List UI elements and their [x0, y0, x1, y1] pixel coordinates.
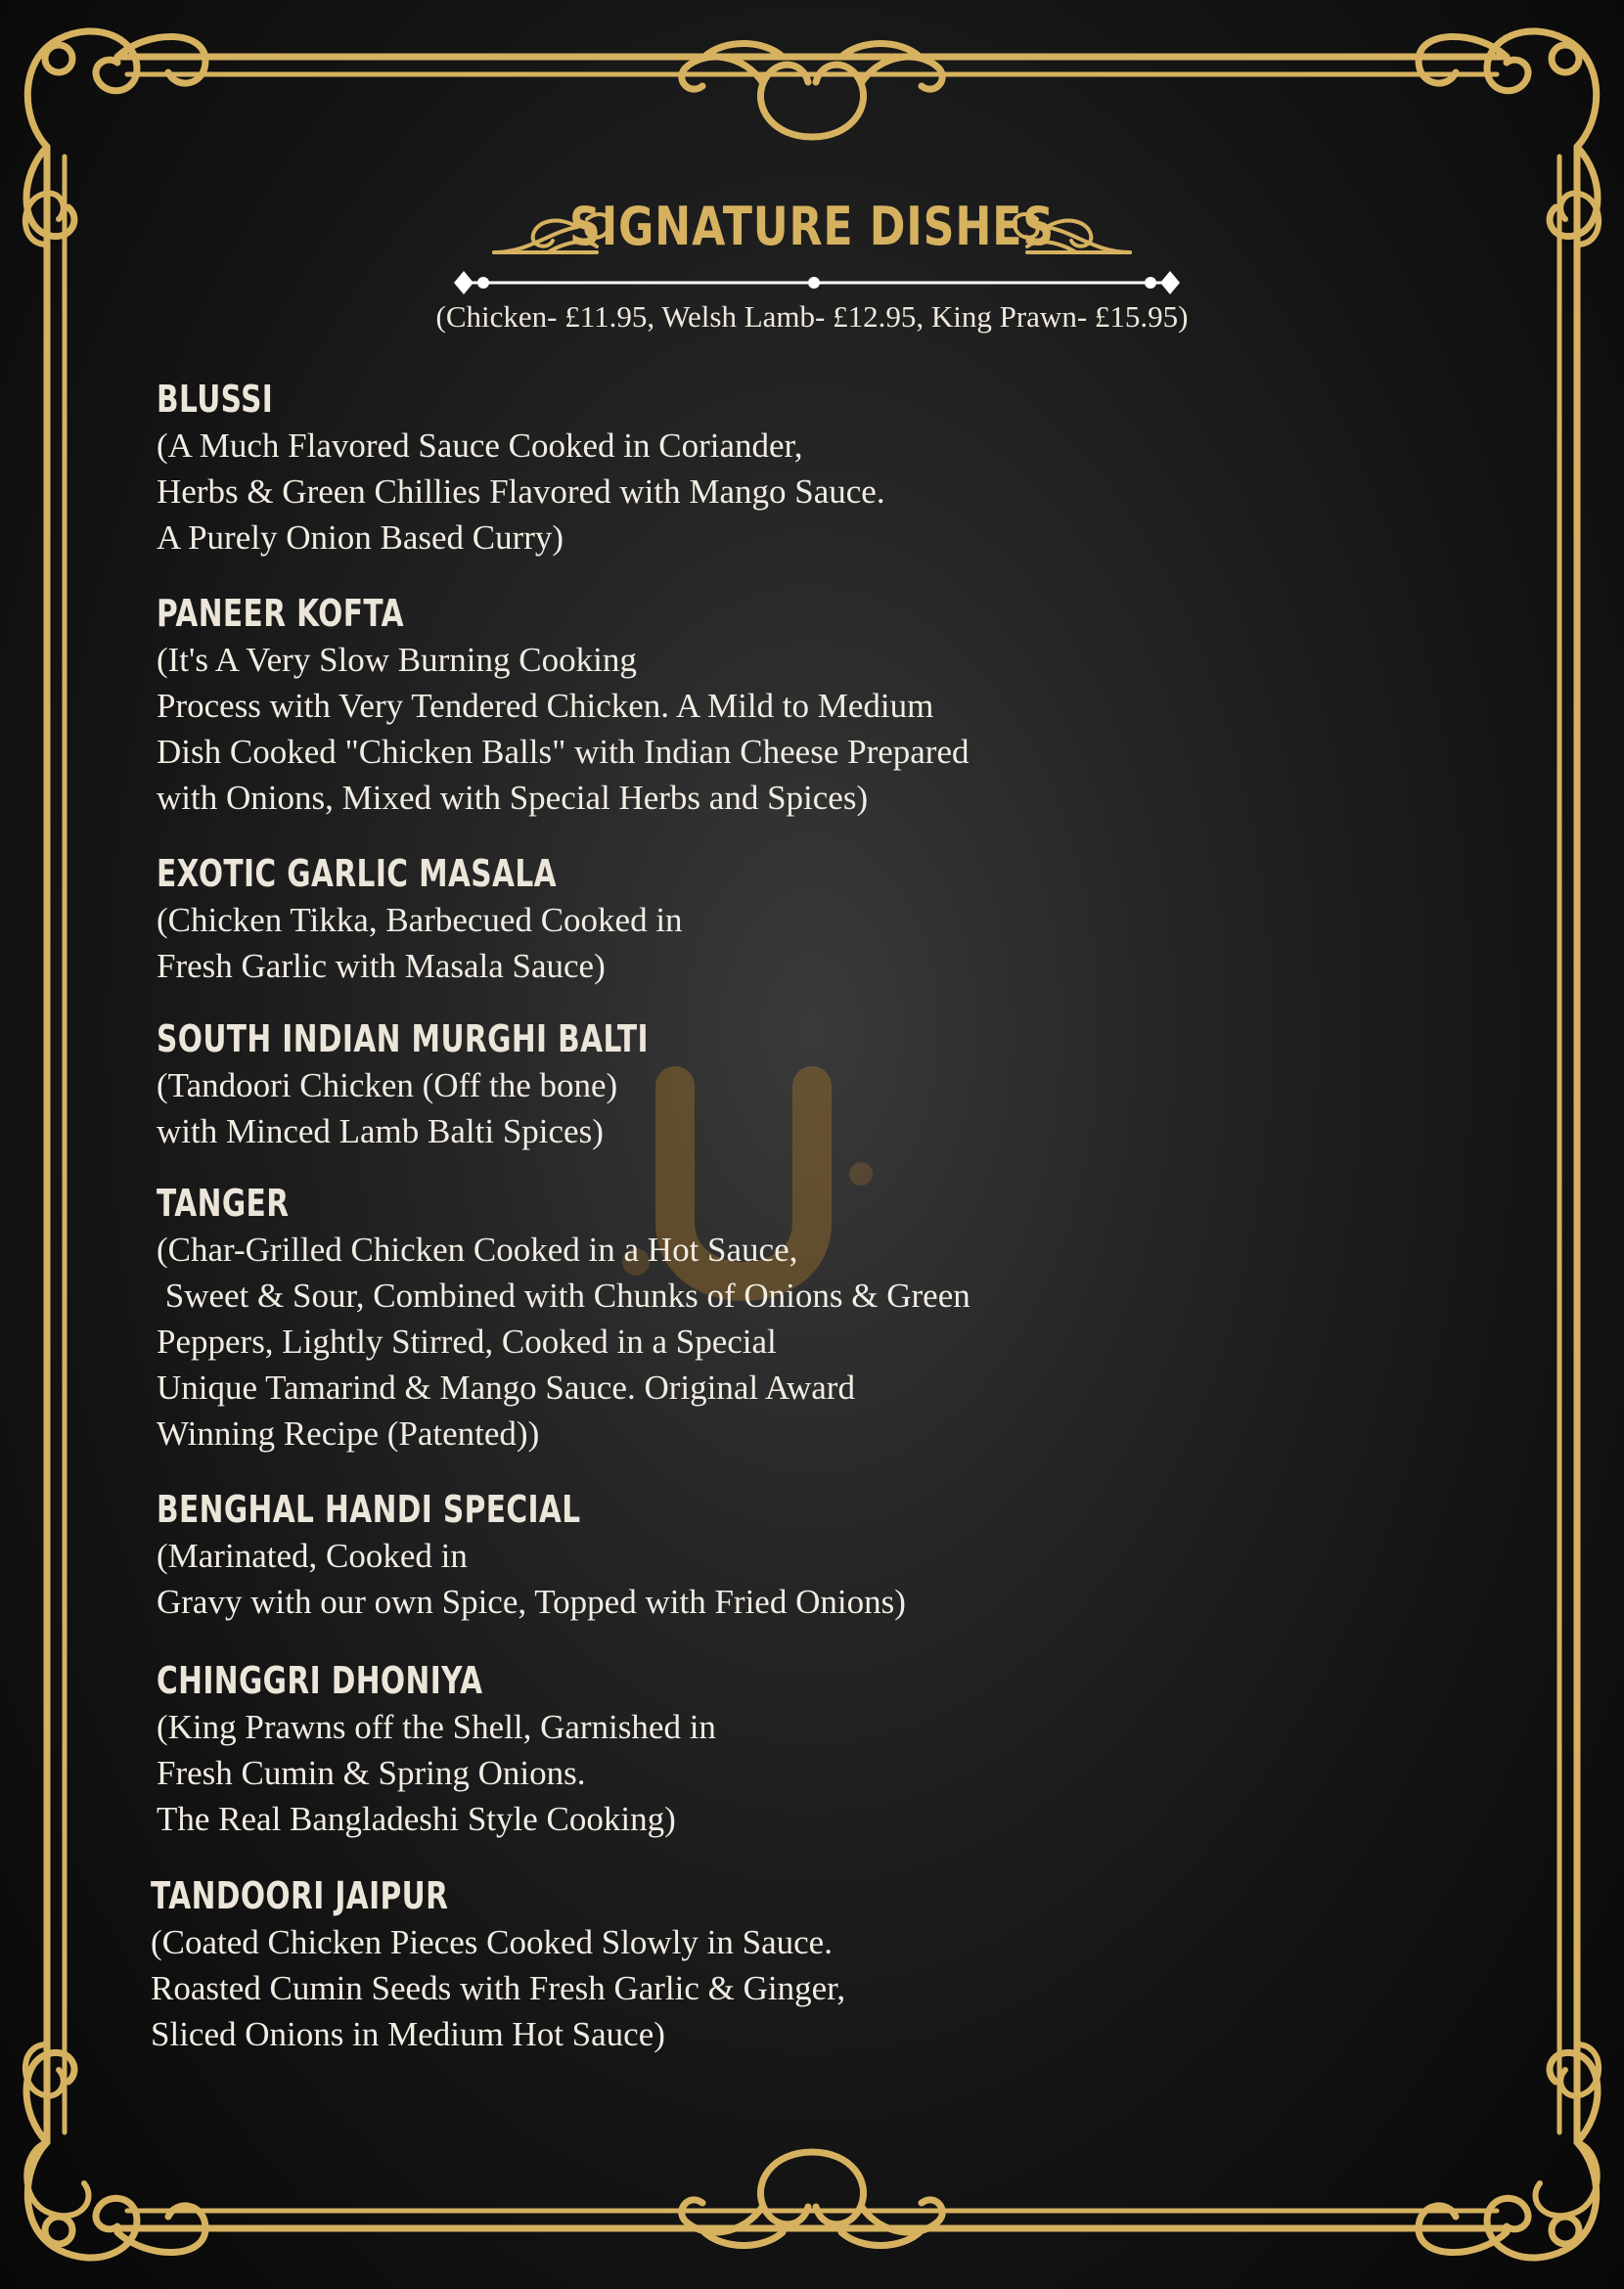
dish-description: (Chicken Tikka, Barbecued Cooked in Fresh Garlic with Masala Sauce)	[157, 901, 683, 985]
dish-item	[157, 1180, 1428, 1457]
dish-name: TANDOORI JAIPUR	[151, 1874, 449, 1917]
dish-description: (Marinated, Cooked in Gravy with our own Spice, Topped with Fried Onions)	[157, 1537, 906, 1621]
divider-diamond-icon	[454, 271, 1180, 294]
dish-name: SOUTH INDIAN MURGHI BALTI	[157, 1017, 649, 1060]
dish-name: TANGER	[157, 1182, 290, 1225]
dish-description: (It's A Very Slow Burning Cooking Process with Very Tendered Chicken. A Mild to Medium Dish Cooked "Chicken Balls" with Indian Cheese Prepared with Onions, Mixed with Special Herbs and Spices)	[157, 641, 970, 817]
dish-name: PANEER KOFTA	[157, 592, 405, 635]
dish-description: (A Much Flavored Sauce Cooked in Coriander, Herbs & Green Chillies Flavored with Mango Sauce. A Purely Onion Based Curry)	[157, 426, 885, 557]
dish-item	[157, 850, 1428, 989]
dish-name: BENGHAL HANDI SPECIAL	[157, 1488, 581, 1531]
dish-description: (Char-Grilled Chicken Cooked in a Hot Sauce, Sweet & Sour, Combined with Chunks of Onions & Green Peppers, Lightly Stirred, Cooked in a Special Unique Tamarind & Mango Sauce. Original Award Winning Recipe (Patented))	[157, 1231, 970, 1453]
dish-name: CHINGGRI DHONIYA	[157, 1659, 483, 1702]
dish-item	[157, 1486, 1428, 1625]
page-title: SIGNATURE DISHES	[569, 196, 1055, 257]
dish-description: (Tandoori Chicken (Off the bone) with Minced Lamb Balti Spices)	[157, 1066, 618, 1150]
dish-item	[157, 376, 1428, 561]
dish-item	[157, 590, 1428, 821]
dish-item	[157, 1657, 1428, 1842]
dish-name: EXOTIC GARLIC MASALA	[157, 852, 557, 895]
dish-item	[157, 1015, 1428, 1154]
dish-name: BLUSSI	[157, 378, 274, 421]
price-list: (Chicken- £11.95, Welsh Lamb- £12.95, King Prawn- £15.95)	[435, 299, 1189, 334]
dish-description: (King Prawns off the Shell, Garnished in Fresh Cumin & Spring Onions. The Real Bangladeshi Style Cooking)	[157, 1708, 716, 1838]
dish-description: (Coated Chicken Pieces Cooked Slowly in Sauce. Roasted Cumin Seeds with Fresh Garlic & Ginger, Sliced Onions in Medium Hot Sauce)	[151, 1923, 846, 2053]
dish-item	[151, 1872, 1422, 2057]
